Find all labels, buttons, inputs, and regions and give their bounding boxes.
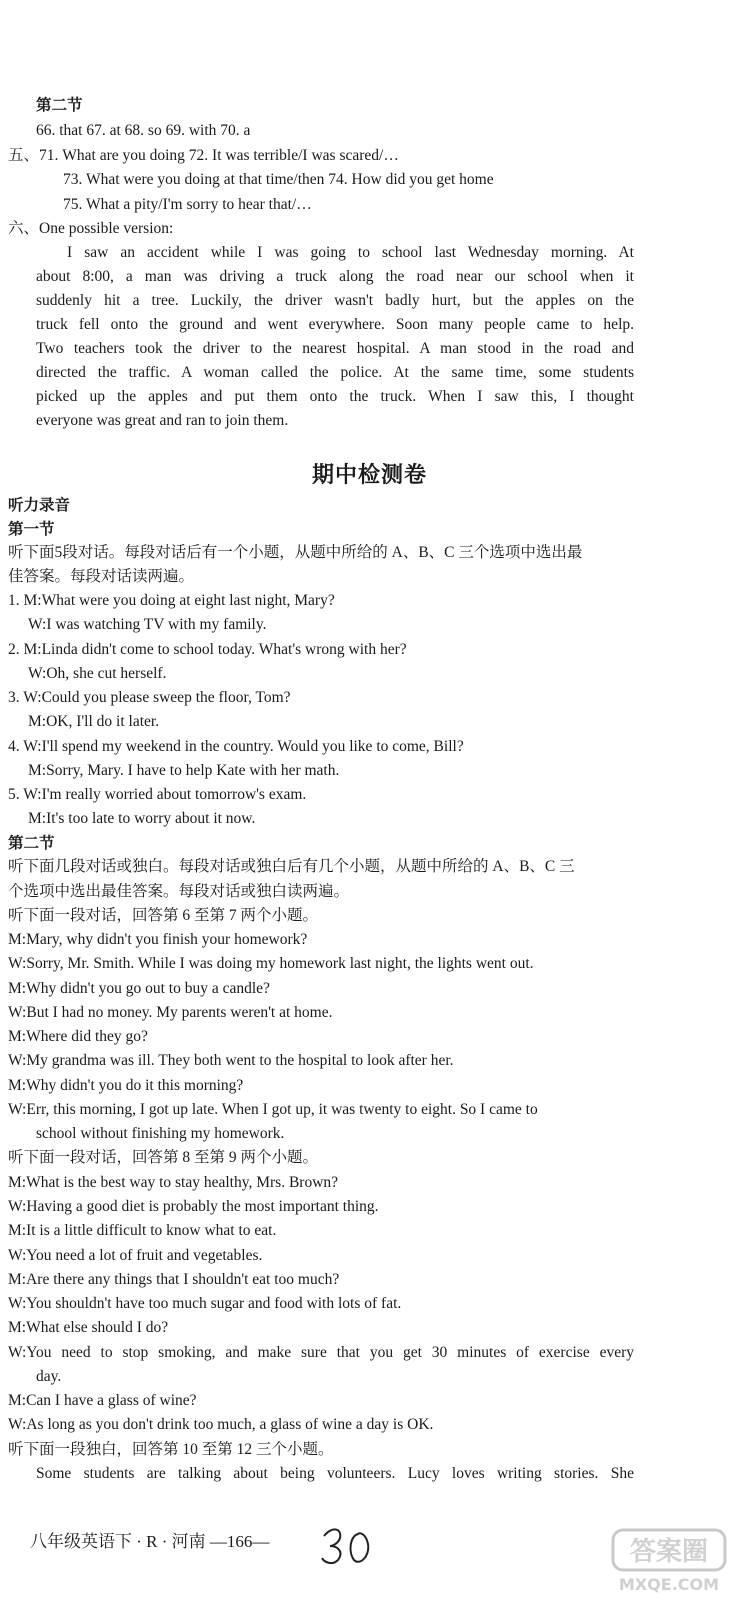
monologue-line: Some students are talking about being volunteers. Lucy loves writing stories. She <box>36 1465 634 1482</box>
dialogue-line: day. <box>36 1368 62 1385</box>
page-footer: 八年级英语下 · R · 河南 —166— <box>30 1532 270 1551</box>
essay-line: suddenly hit a tree. Luckily, the driver wasn't badly hurt, but the apples on the <box>36 292 634 309</box>
dialogue-line: M:Why didn't you do it this morning? <box>8 1077 244 1094</box>
section1-heading: 第一节 <box>8 520 55 538</box>
dialogue-line: M:Mary, why didn't you finish your homework? <box>8 931 308 948</box>
svg-text:MXQE.COM: MXQE.COM <box>618 1575 720 1594</box>
essay-line: everyone was great and ran to join them. <box>36 412 289 429</box>
dialogue-line: W:My grandma was ill. They both went to the hospital to look after her. <box>8 1052 454 1069</box>
dialogue-line: 4. W:I'll spend my weekend in the country. Would you like to come, Bill? <box>8 738 464 755</box>
dialogue-line: W:Having a good diet is probably the most important thing. <box>8 1198 379 1215</box>
dialogue-line: M:Why didn't you go out to buy a candle? <box>8 980 270 997</box>
dialogue-line: W:You need a lot of fruit and vegetables. <box>8 1247 263 1264</box>
dialogue-line: M:Where did they go? <box>8 1028 148 1045</box>
dialogue-line: W:Oh, she cut herself. <box>28 665 167 682</box>
essay-line: I saw an accident while I was going to school last Wednesday morning. At <box>67 244 634 261</box>
dialogue-line: W:I was watching TV with my family. <box>28 616 267 633</box>
answer-line-75: 75. What a pity/I'm sorry to hear that/… <box>63 196 312 213</box>
dialogue-line: M:What is the best way to stay healthy, Mrs. Brown? <box>8 1174 339 1191</box>
instruction-line: 佳答案。每段对话读两遍。 <box>8 568 195 585</box>
dialogue-line: M:What else should I do? <box>8 1319 169 1336</box>
dialogue-line: W:Sorry, Mr. Smith. While I was doing my homework last night, the lights went out. <box>8 955 534 972</box>
instruction-line: 听下面5段对话。每段对话后有一个小题，从题中所给的 A、B、C 三个选项中选出最 <box>8 544 583 561</box>
dialogue-line: M:Are there any things that I shouldn't eat too much? <box>8 1271 340 1288</box>
section2-listening-heading: 第二节 <box>8 834 55 852</box>
part6-heading: 六、One possible version: <box>8 220 174 237</box>
dialogue-line: 5. W:I'm really worried about tomorrow's exam. <box>8 786 307 803</box>
dialogue-line: M:OK, I'll do it later. <box>28 713 160 730</box>
dialogue-line: 3. W:Could you please sweep the floor, Tom? <box>8 689 291 706</box>
dialogue-line: M:Sorry, Mary. I have to help Kate with her math. <box>28 762 340 779</box>
svg-text:答案圈: 答案圈 <box>629 1537 709 1567</box>
dialogue-line: W:Err, this morning, I got up late. When I got up, it was twenty to eight. So I came to <box>8 1101 538 1118</box>
question-intro: 听下面一段对话，回答第 8 至第 9 两个小题。 <box>8 1149 319 1166</box>
essay-line: directed the traffic. A woman called the police. At the same time, some students <box>36 364 634 381</box>
exam-title: 期中检测卷 <box>311 463 427 488</box>
dialogue-line: M:It's too late to worry about it now. <box>28 810 256 827</box>
instruction-line: 个选项中选出最佳答案。每段对话或独白读两遍。 <box>8 883 350 900</box>
dialogue-line: M:Can I have a glass of wine? <box>8 1392 197 1409</box>
dialogue-line: school without finishing my homework. <box>36 1125 285 1142</box>
question-intro: 听下面一段对话，回答第 6 至第 7 两个小题。 <box>8 907 319 924</box>
answer-line-73: 73. What were you doing at that time/then 74. How did you get home <box>63 171 494 188</box>
dialogue-line: W:As long as you don't drink too much, a glass of wine a day is OK. <box>8 1416 434 1433</box>
dialogue-line: M:It is a little difficult to know what to eat. <box>8 1222 277 1239</box>
essay-line: picked up the apples and put them onto the truck. When I saw this, I thought <box>36 388 634 405</box>
dialogue-line: W:You shouldn't have too much sugar and food with lots of fat. <box>8 1295 402 1312</box>
dialogue-line: W:You need to stop smoking, and make sure that you get 30 minutes of exercise every <box>8 1344 634 1361</box>
essay-line: Two teachers took the driver to the nearest hospital. A man stood in the road and <box>36 340 634 357</box>
instruction-line: 听下面几段对话或独白。每段对话或独白后有几个小题，从题中所给的 A、B、C 三 <box>8 858 575 875</box>
handwritten-mark <box>318 1522 378 1567</box>
answer-line-66: 66. that 67. at 68. so 69. with 70. a <box>36 122 251 139</box>
dialogue-line: 1. M:What were you doing at eight last night, Mary? <box>8 592 335 609</box>
dialogue-line: W:But I had no money. My parents weren't at home. <box>8 1004 333 1021</box>
listening-heading: 听力录音 <box>8 496 71 514</box>
answer-line-71: 五、71. What are you doing 72. It was terrible/I was scared/… <box>8 147 399 164</box>
watermark-logo <box>605 1526 733 1596</box>
question-intro: 听下面一段独白，回答第 10 至第 12 三个小题。 <box>8 1441 334 1458</box>
essay-line: about 8:00, a man was driving a truck along the road near our school when it <box>36 268 634 285</box>
essay-line: truck fell onto the ground and went everywhere. Soon many people came to help. <box>36 316 634 333</box>
section2-heading: 第二节 <box>36 96 83 114</box>
dialogue-line: 2. M:Linda didn't come to school today. What's wrong with her? <box>8 641 407 658</box>
